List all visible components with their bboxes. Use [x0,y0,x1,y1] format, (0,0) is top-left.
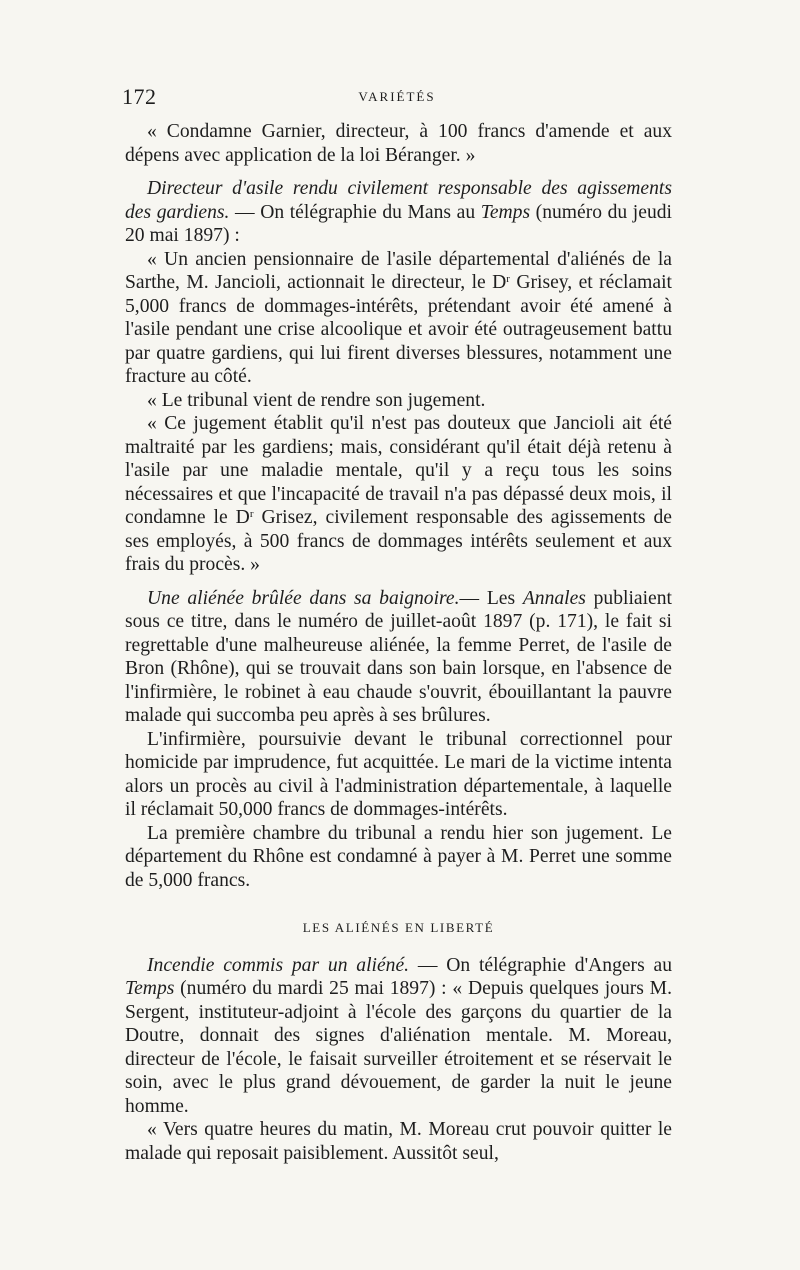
paragraph-incendie [125,954,672,1119]
newspaper-name: Temps [480,201,531,223]
paragraph-tribunal: « Le tribunal vient de rendre son jugement. [147,389,486,411]
body-text [125,120,672,1165]
newspaper-name: Temps [125,978,175,999]
paragraph-text: — On télégraphie du Mans au [229,201,481,223]
journal-name: Annales [522,587,586,609]
page-number: 172 [122,84,157,109]
paragraph-jugement [125,412,672,577]
article-heading: Une aliénée brûlée dans sa baignoire. [147,587,460,609]
paragraph-vers-quatre-heures: « Vers quatre heures du matin, M. Moreau crut pouvoir quitter le malade qui reposait paisiblement. Aussitôt seul, [125,1119,672,1164]
paragraph-text: « Un ancien pensionnaire de l'asile départemental d'aliénés de la Sarthe, M. Jancioli, actionnait le directeur, le D [125,248,672,293]
paragraph-text: publiaient sous ce titre, dans le numéro de juillet-août 1897 (p. 171), le fait si regrettable d'une malheureuse aliénée, la femme Perret, de l'asile de Bron (Rhône), qui se trouvait dans son bain lorsque, en l'absence de l'infirmière, le robinet à eau chaude s'ouvrit, ébouillantant la pauvre malade qui succomba peu après à ses brûlures. [125,587,672,726]
article-heading: Incendie commis par un aliéné. [147,954,410,976]
superscript: r [249,508,254,520]
paragraph-text: (numéro du mardi 25 mai 1897) : « Depuis quelques jours M. Sergent, instituteur-adjoint à l'école des garçons du quartier de la Doutre, donnait des signes d'aliénation mentale. M. Moreau, directeur de l'école, le faisait surveiller étroitement et se réservait le soin, avec le plus grand dévouement, de garder la nuit le jeune homme. [125,978,672,1117]
paragraph-premiere-chambre: La première chambre du tribunal a rendu hier son jugement. Le département du Rhône est condamné à payer à M. Perret une somme de 5,000 francs. [125,822,672,891]
paragraph-text: — On télégraphie d'Angers au [409,954,672,976]
paragraph-infirmiere: L'infirmière, poursuivie devant le tribunal correctionnel pour homicide par imprudence, fut acquittée. Le mari de la victime intenta alors un procès au civil à l'administration départementale, à laquelle il réclamait 50,000 francs de dommages-intérêts. [125,728,672,820]
page-header [122,84,672,110]
paragraph-text: — Les [459,587,523,609]
paragraph-jancioli [125,248,672,389]
paragraph-quote-conclusion: « Condamne Garnier, directeur, à 100 francs d'amende et aux dépens avec application de la loi Béranger. » [125,121,672,166]
running-head: VARIÉTÉS [358,89,436,104]
paragraph-text: (numéro du jeudi 20 mai 1897) : [125,201,672,246]
paragraph-text: Grisez, civilement responsable des agissements de ses employés, à 500 francs de dommages intérêts seulement et aux frais du procès. » [125,507,673,575]
paragraph-text: Grisey, et réclamait 5,000 francs de dommages-intérêts, prétendant avoir été amené à l'asile pendant une crise alcoolique et avoir été outrageusement battu par quatre gardiens, qui lui firent diverses blessures, notamment une fracture au côté. [125,272,672,387]
section-title: LES ALIÉNÉS EN LIBERTÉ [302,920,495,935]
paragraph-text: « Ce jugement établit qu'il n'est pas douteux que Jancioli ait été maltraité par les gardiens; mais, considérant qu'il était déjà retenu à l'asile par une maladie mentale, qu'il y a reçu tous les soins nécessaires et que l'incapacité de travail n'a pas dépassé deux mois, il condamne le D [125,413,672,528]
paragraph-alienee-brulee [125,587,672,728]
article-heading: Directeur d'asile rendu civilement responsable des agissements des gardiens. [125,178,672,223]
superscript: r [506,273,510,285]
paragraph-directeur-asile [125,177,672,248]
